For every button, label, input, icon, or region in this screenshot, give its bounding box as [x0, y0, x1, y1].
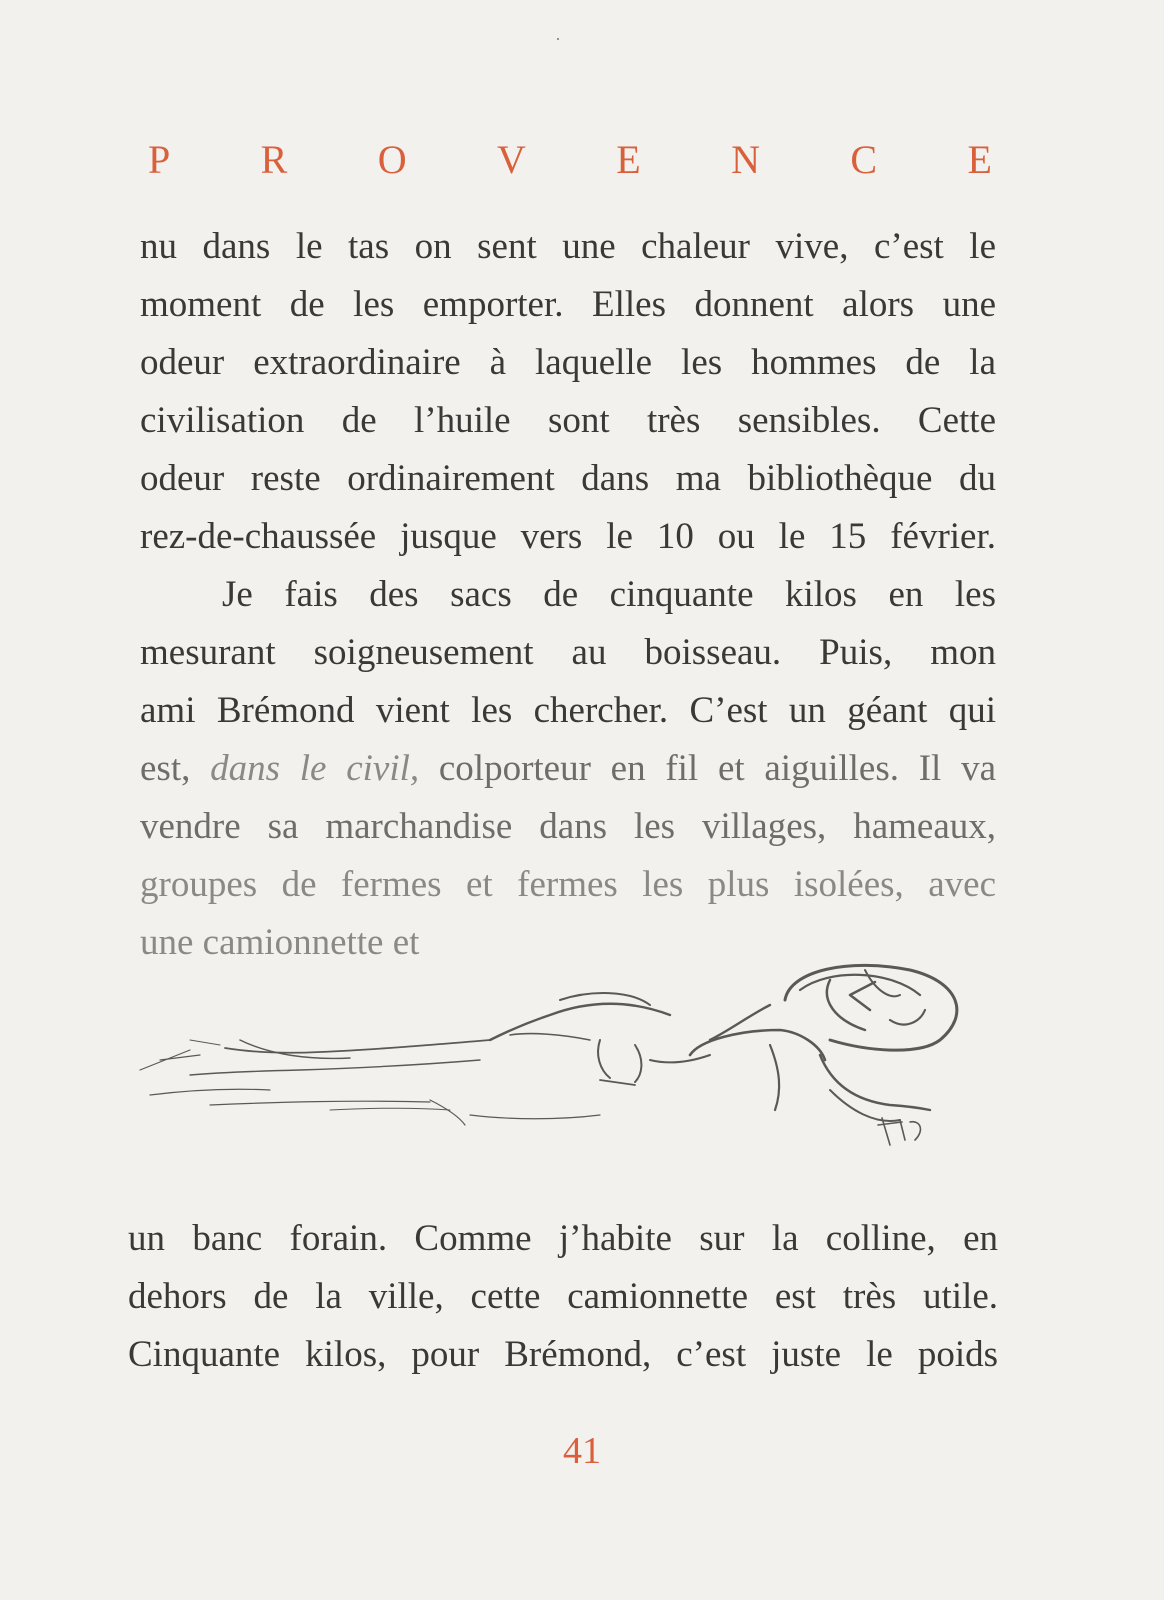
text-line: groupes de fermes et fermes les plus isolées, avec — [140, 864, 996, 905]
body-text-bottom — [128, 1210, 998, 1384]
text-line: ami Brémond vient les chercher. C’est un géant qui — [140, 690, 996, 731]
sketch-illustration — [130, 960, 990, 1160]
header-letter: N — [731, 137, 760, 182]
text-line: mesurant soigneusement au boisseau. Puis, mon — [140, 632, 996, 673]
text-line: rez-de-chaussée jusque vers le 10 ou le 15 février. — [140, 516, 996, 557]
page-number: 41 — [563, 1430, 601, 1472]
text-line: Cinquante kilos, pour Brémond, c’est juste le poids — [128, 1334, 998, 1375]
text-line: nu dans le tas on sent une chaleur vive, c’est le — [140, 226, 996, 267]
text-fragment: colporteur en fil et aiguilles. Il va — [438, 748, 996, 789]
text-line: odeur extraordinaire à laquelle les hommes de la — [140, 342, 996, 383]
body-text-top — [140, 218, 996, 972]
header-letter: V — [497, 137, 526, 182]
header-letter: P — [148, 137, 171, 182]
text-line: moment de les emporter. Elles donnent alors une — [140, 284, 996, 325]
header-letter: R — [260, 137, 288, 182]
text-line-last: une camionnette et — [140, 922, 420, 963]
text-line: dehors de la ville, cette camionnette est très utile. — [128, 1276, 998, 1317]
paper-speck — [557, 38, 559, 40]
text-line: odeur reste ordinairement dans ma bibliothèque du — [140, 458, 996, 499]
italic-phrase: dans le civil, — [210, 748, 420, 789]
header-letter: E — [967, 137, 992, 182]
header-letter: C — [850, 137, 878, 182]
running-header — [148, 137, 992, 182]
text-line: civilisation de l’huile sont très sensibles. Cette — [140, 400, 996, 441]
header-letter: E — [616, 137, 641, 182]
text-line-mixed — [140, 740, 996, 798]
text-line: vendre sa marchandise dans les villages, hameaux, — [140, 806, 996, 847]
text-line: un banc forain. Comme j’habite sur la colline, en — [128, 1218, 998, 1259]
text-line-paragraph-start: Je fais des sacs de cinquante kilos en les — [222, 574, 996, 615]
text-fragment: est, — [140, 748, 191, 789]
header-letter: O — [377, 137, 407, 182]
